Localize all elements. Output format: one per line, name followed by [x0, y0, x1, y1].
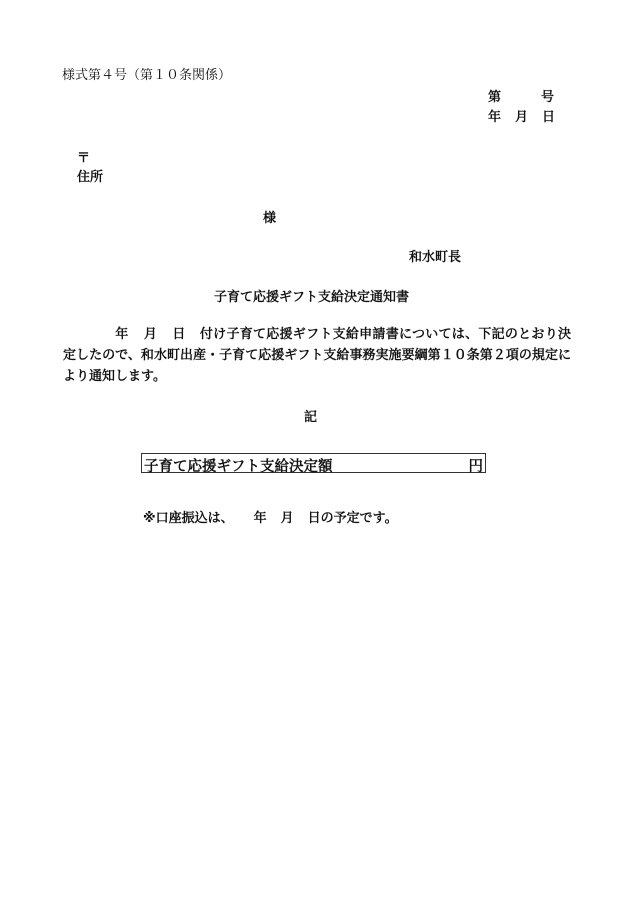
body-text: 付け子育て応援ギフト支給申請書については、下記のとおり決定したので、和水町出産・子育て応援ギフト支給事務実施要綱第１０条第２項の規定により通知します。 — [63, 327, 571, 384]
issue-date-day: 日 — [542, 110, 556, 125]
recipient-honorific: 様 — [263, 211, 277, 226]
body-paragraph — [63, 324, 571, 387]
amount-box — [141, 453, 486, 473]
document-title: 子育て応援ギフト支給決定通知書 — [214, 290, 410, 305]
note-month: 月 — [280, 511, 294, 526]
body-date-day: 日 — [172, 327, 186, 342]
form-number: 様式第４号（第１０条関係） — [62, 68, 232, 83]
issue-date-month: 月 — [515, 110, 529, 125]
ki-heading: 記 — [304, 410, 318, 425]
body-date-month: 月 — [143, 327, 158, 342]
amount-label: 子育て応援ギフト支給決定額 — [144, 459, 333, 475]
postal-mark: 〒 — [77, 151, 91, 166]
amount-unit: 円 — [468, 459, 483, 475]
sender-title: 和水町長 — [409, 250, 462, 265]
issue-date-year: 年 — [488, 110, 502, 125]
body-date-year: 年 — [115, 327, 129, 342]
transfer-note — [143, 507, 398, 526]
number-prefix: 第 — [488, 90, 502, 105]
issue-date — [488, 106, 555, 125]
note-year: 年 — [253, 511, 267, 526]
number-suffix: 号 — [541, 90, 555, 105]
note-prefix: ※口座振込は、 — [143, 511, 234, 526]
document-number — [488, 86, 554, 105]
note-suffix: 日の予定です。 — [307, 511, 398, 526]
address-label: 住所 — [77, 170, 104, 185]
